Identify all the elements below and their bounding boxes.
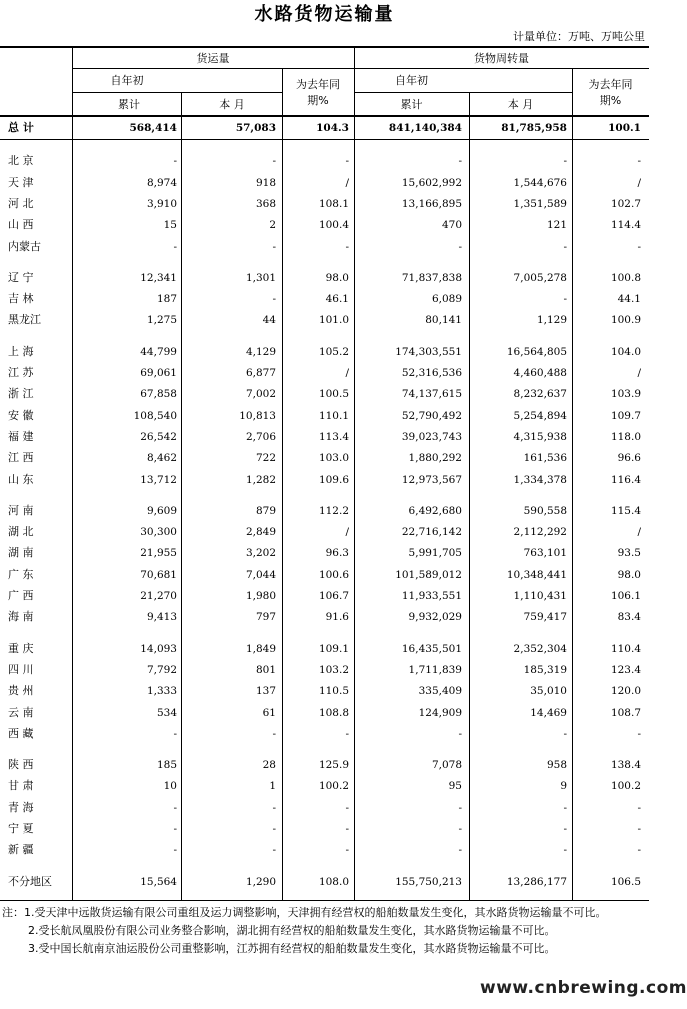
table-row	[0, 215, 649, 235]
cell-ty: 98.0	[617, 568, 641, 581]
cell-tm: -	[563, 155, 567, 168]
cell-tm: 1,334,378	[513, 473, 567, 486]
cell-fm: 1,290	[245, 875, 276, 888]
region-name: 江 苏	[8, 366, 34, 379]
cell-ty: 83.4	[617, 611, 641, 624]
cell-tm: 7,005,278	[513, 271, 567, 284]
table-row	[0, 639, 649, 659]
cell-ty: 138.4	[610, 759, 641, 772]
table-row	[0, 501, 649, 521]
cell-tc: 95	[448, 780, 462, 793]
table-row	[0, 118, 649, 138]
cell-fc: 15	[163, 219, 177, 232]
cell-fc: -	[173, 240, 177, 253]
note-1: 注：1.受天津中远散货运输有限公司重组及运力调整影响，天津拥有经营权的船舶数量发生变化，其水路货物运输量不可比。	[2, 906, 607, 919]
cell-tc: 470	[441, 219, 462, 232]
cell-fm: 6,877	[245, 367, 276, 379]
region-name: 湖 南	[8, 546, 34, 560]
region-name: 江 西	[8, 451, 34, 465]
header-yoy-freight-1: 为去年同	[296, 78, 340, 91]
region-name: 贵 州	[8, 684, 34, 698]
cell-tc: 155,750,213	[395, 875, 462, 888]
table-row	[0, 819, 649, 839]
cell-ty: -	[637, 240, 641, 253]
cell-tc: -	[458, 727, 462, 740]
cell-fc: -	[173, 801, 177, 814]
cell-fm: 28	[262, 759, 276, 772]
cell-fy: 109.6	[318, 473, 349, 486]
cell-tc: 1,880,292	[408, 452, 462, 465]
cell-fm: 2,706	[245, 430, 276, 443]
cell-fm: -	[272, 823, 276, 835]
table-row	[0, 755, 649, 775]
cell-tc: 7,078	[431, 759, 462, 772]
table-row	[0, 565, 649, 585]
cell-fc: 30,300	[140, 526, 177, 539]
cell-ty: -	[637, 801, 641, 814]
cell-fc: -	[173, 155, 177, 168]
cell-fc: 9,609	[146, 504, 177, 517]
cell-fc: -	[173, 844, 177, 857]
cell-fm: 368	[255, 197, 276, 210]
cell-ty: 96.6	[617, 452, 641, 465]
cell-fm: 57,083	[235, 122, 276, 134]
table-row	[0, 310, 649, 330]
cell-fy: 108.1	[318, 197, 349, 210]
cell-tc: -	[458, 801, 462, 814]
cell-fc: -	[173, 727, 177, 740]
cell-fc: 1,333	[146, 685, 177, 698]
cell-fy: /	[345, 176, 349, 189]
cell-fm: 44	[262, 314, 276, 327]
table-row	[0, 237, 649, 257]
cell-tc: 101,589,012	[395, 568, 462, 581]
cell-fc: 70,681	[140, 568, 177, 581]
cell-fy: 96.3	[325, 547, 349, 560]
cell-fy: 110.1	[318, 409, 349, 422]
cell-ty: 102.7	[610, 197, 641, 210]
cell-fm: -	[272, 801, 276, 814]
cell-fy: 100.6	[318, 568, 349, 581]
cell-fc: 67,858	[140, 388, 177, 401]
table-row	[0, 703, 649, 723]
cell-tc: 124,909	[418, 706, 462, 719]
cell-fy: 109.1	[318, 642, 349, 655]
cell-ty: 100.9	[610, 314, 641, 327]
cell-fy: 112.2	[318, 504, 349, 517]
region-name: 河 北	[8, 196, 34, 210]
header-yoy-turnover-1: 为去年同	[588, 78, 633, 91]
cell-tc: 5,991,705	[408, 547, 462, 560]
table-row	[0, 586, 649, 606]
cell-tm: -	[563, 844, 567, 857]
cell-ty: -	[637, 823, 641, 835]
cell-ty: 103.9	[610, 388, 641, 401]
cell-fm: -	[272, 844, 276, 857]
cell-fc: 568,414	[129, 122, 177, 134]
cell-tm: 4,460,488	[513, 367, 567, 379]
cell-fy: 98.0	[325, 271, 349, 284]
cell-fm: 7,044	[245, 568, 276, 581]
unit-label: 计量单位：万吨、万吨公里	[513, 30, 645, 43]
cell-fy: 46.1	[325, 293, 349, 306]
header-ytd-turnover: 自年初	[395, 74, 428, 87]
cell-fm: 137	[255, 685, 276, 698]
region-name: 安 徽	[8, 408, 34, 422]
cell-tc: 6,089	[431, 293, 462, 306]
cell-ty: 116.4	[610, 473, 641, 486]
cell-fm: 61	[262, 706, 276, 719]
cell-fc: 15,564	[140, 875, 177, 888]
cell-fm: 2	[269, 219, 276, 232]
cell-fy: 101.0	[318, 314, 349, 327]
cell-ty: 93.5	[617, 547, 641, 560]
cell-tm: -	[563, 727, 567, 740]
cell-ty: 115.4	[610, 504, 641, 517]
cell-fm: -	[272, 293, 276, 306]
region-name: 天 津	[8, 175, 34, 189]
region-name: 甘 肃	[8, 779, 34, 793]
cell-tm: 1,351,589	[513, 197, 567, 210]
region-name: 上 海	[8, 344, 34, 358]
cell-tc: -	[458, 240, 462, 253]
cell-tc: -	[458, 155, 462, 168]
cell-tm: 958	[546, 759, 567, 772]
cell-fm: 1,301	[245, 271, 276, 284]
header-yoy-freight-2: 期%	[307, 94, 329, 107]
header-divider-2a	[72, 92, 282, 93]
cell-fm: 2,849	[245, 526, 276, 539]
cell-fy: -	[345, 155, 349, 168]
region-name: 广 东	[8, 567, 34, 581]
cell-tc: 39,023,743	[401, 430, 462, 443]
region-name: 总 计	[8, 121, 34, 134]
region-name: 湖 北	[8, 525, 34, 539]
table-row	[0, 522, 649, 542]
cell-fc: 69,061	[140, 367, 177, 379]
cell-fy: 104.3	[316, 122, 349, 134]
table-row	[0, 470, 649, 490]
cell-fc: 21,270	[140, 590, 177, 602]
header-turnover: 货物周转量	[474, 52, 529, 65]
region-name: 西 藏	[8, 726, 34, 740]
cell-tc: 335,409	[418, 685, 462, 698]
cell-ty: 123.4	[610, 663, 641, 676]
cell-ty: 106.1	[610, 590, 641, 602]
table-row	[0, 342, 649, 362]
cell-fm: 722	[255, 452, 276, 465]
cell-fy: 103.0	[318, 452, 349, 465]
cell-tc: 12,973,567	[401, 473, 462, 486]
table-row	[0, 289, 649, 309]
cell-tm: 161,536	[523, 452, 567, 465]
table-top-border	[0, 46, 649, 48]
region-name: 云 南	[8, 705, 34, 719]
table-row	[0, 681, 649, 701]
table-row	[0, 363, 649, 383]
cell-fm: -	[272, 727, 276, 740]
region-name: 浙 江	[8, 387, 34, 401]
header-ytd-freight: 自年初	[110, 74, 144, 87]
cell-fy: 100.5	[318, 388, 349, 401]
region-name: 辽 宁	[8, 270, 34, 284]
cell-tc: 52,790,492	[401, 409, 462, 422]
cell-fy: /	[345, 367, 349, 379]
cell-tc: 15,602,992	[401, 176, 462, 189]
cell-tm: 1,129	[536, 314, 567, 327]
cell-fm: 10,813	[239, 409, 276, 422]
table-row	[0, 543, 649, 563]
region-name: 河 南	[8, 503, 34, 517]
cell-fy: 108.0	[318, 875, 349, 888]
table-bottom-border	[0, 900, 649, 901]
table-row	[0, 798, 649, 818]
cell-tc: 6,492,680	[408, 504, 462, 517]
header-yoy-turnover-2: 期%	[599, 94, 622, 107]
header-month-turnover: 本 月	[507, 98, 534, 111]
header-divider-2b	[354, 92, 572, 93]
cell-fy: 110.5	[318, 685, 349, 698]
cell-tc: 841,140,384	[388, 122, 462, 134]
cell-fc: 13,712	[140, 473, 177, 486]
table-row	[0, 660, 649, 680]
cell-fc: 534	[156, 706, 177, 719]
cell-fm: 1,849	[245, 642, 276, 655]
region-name: 北 京	[8, 154, 34, 168]
cell-fc: 14,093	[140, 642, 177, 655]
table-row	[0, 724, 649, 744]
note-3: 3.受中国长航南京油运股份公司重整影响，江苏拥有经营权的船舶数量发生变化，其水路货物运输量不可比。	[28, 942, 556, 955]
cell-fc: 44,799	[140, 345, 177, 358]
cell-ty: -	[637, 727, 641, 740]
cell-tm: 1,544,676	[513, 176, 567, 189]
cell-fc: 185	[156, 759, 177, 772]
region-name: 吉 林	[8, 292, 34, 306]
table-row	[0, 840, 649, 860]
cell-tm: -	[563, 240, 567, 253]
table-row	[0, 194, 649, 214]
cell-ty: 108.7	[610, 706, 641, 719]
cell-tc: 71,837,838	[401, 271, 462, 284]
cell-fc: 8,462	[146, 452, 177, 465]
cell-fm: 801	[255, 663, 276, 676]
cell-fm: 3,202	[245, 547, 276, 560]
cell-fm: 1,282	[245, 473, 276, 486]
cell-fy: 106.7	[318, 590, 349, 602]
cell-ty: /	[637, 526, 641, 539]
region-name: 黑龙江	[8, 313, 41, 327]
cell-tm: 81,785,958	[501, 122, 567, 134]
table-row	[0, 173, 649, 193]
cell-tm: 1,110,431	[513, 590, 567, 602]
cell-ty: 44.1	[617, 293, 641, 306]
cell-tm: 13,286,177	[506, 875, 567, 888]
cell-fy: -	[345, 844, 349, 857]
cell-tm: 9	[560, 780, 567, 793]
cell-tm: 14,469	[530, 706, 567, 719]
table-row	[0, 406, 649, 426]
cell-fy: 105.2	[318, 345, 349, 358]
cell-fy: 103.2	[318, 663, 349, 676]
cell-fc: 7,792	[146, 663, 177, 676]
cell-fy: 100.4	[318, 219, 349, 232]
cell-tm: 10,348,441	[506, 568, 567, 581]
table-row	[0, 872, 649, 892]
cell-fc: 8,974	[146, 176, 177, 189]
cell-tm: 759,417	[523, 611, 567, 624]
cell-tc: -	[458, 823, 462, 835]
cell-fy: 100.2	[318, 780, 349, 793]
cell-tc: 174,303,551	[395, 345, 462, 358]
cell-tm: 121	[546, 219, 567, 232]
cell-tm: 2,352,304	[513, 642, 567, 655]
table-row	[0, 268, 649, 288]
cell-fm: 918	[255, 176, 276, 189]
cell-tm: 16,564,805	[506, 345, 567, 358]
cell-tc: 11,933,551	[401, 590, 462, 602]
cell-tc: 74,137,615	[401, 388, 462, 401]
cell-tc: 52,316,536	[401, 367, 462, 379]
cell-ty: 109.7	[610, 409, 641, 422]
cell-fc: 187	[156, 293, 177, 306]
table-row	[0, 776, 649, 796]
cell-fm: -	[272, 155, 276, 168]
region-name: 宁 夏	[8, 822, 34, 835]
footnotes	[2, 904, 642, 958]
cell-fm: 7,002	[245, 388, 276, 401]
cell-fm: -	[272, 240, 276, 253]
cell-fc: 21,955	[140, 547, 177, 560]
watermark-text: www.cnbrewing.com	[480, 978, 687, 998]
cell-ty: 100.2	[610, 780, 641, 793]
cell-tm: 35,010	[530, 685, 567, 698]
header-divider-1	[72, 68, 649, 69]
cell-tc: 1,711,839	[408, 663, 462, 676]
cell-fm: 1	[269, 780, 276, 793]
cell-ty: 120.0	[610, 685, 641, 698]
cell-fc: 108,540	[133, 409, 177, 422]
cell-tc: 13,166,895	[401, 197, 462, 210]
cell-tm: -	[563, 293, 567, 306]
header-freight: 货运量	[196, 52, 230, 65]
cell-tc: -	[458, 844, 462, 857]
cell-ty: 118.0	[610, 430, 641, 443]
cell-fy: 108.8	[318, 706, 349, 719]
region-name: 山 西	[8, 218, 34, 232]
note-2: 2.受长航凤凰股份有限公司业务整合影响，湖北拥有经营权的船舶数量发生变化，其水路货物运输量不可比。	[28, 924, 556, 937]
cell-ty: 110.4	[610, 642, 641, 655]
cell-ty: /	[637, 176, 641, 189]
cell-tm: 4,315,938	[513, 430, 567, 443]
cell-ty: 106.5	[610, 875, 641, 888]
header-cum-turnover: 累计	[400, 98, 423, 111]
cell-fm: 4,129	[245, 345, 276, 358]
cell-tm: -	[563, 801, 567, 814]
region-name: 重 庆	[8, 641, 34, 655]
cell-fy: -	[345, 240, 349, 253]
table-row	[0, 607, 649, 627]
total-row-border	[0, 139, 649, 140]
cell-fc: 3,910	[146, 197, 177, 210]
cell-tm: 8,232,637	[513, 388, 567, 401]
cell-tc: 9,932,029	[408, 611, 462, 624]
cell-tc: 80,141	[425, 314, 462, 327]
cell-tc: 22,716,142	[401, 526, 462, 539]
region-name: 广 西	[8, 589, 34, 602]
region-name: 山 东	[8, 472, 34, 486]
cell-fy: /	[345, 526, 349, 539]
cell-tm: 5,254,894	[513, 409, 567, 422]
region-name: 海 南	[8, 610, 34, 624]
cell-fy: -	[345, 801, 349, 814]
cell-fc: 26,542	[140, 430, 177, 443]
region-name: 陕 西	[8, 758, 34, 772]
cell-tm: -	[563, 823, 567, 835]
cell-fm: 797	[255, 611, 276, 624]
cell-fy: 125.9	[318, 759, 349, 772]
cell-tm: 2,112,292	[513, 526, 567, 539]
region-name: 不分地区	[8, 874, 52, 888]
cell-fc: -	[173, 823, 177, 835]
cell-tm: 590,558	[523, 504, 567, 517]
page-title: 水路货物运输量	[254, 4, 395, 25]
cell-ty: /	[637, 367, 641, 379]
cell-tm: 185,319	[523, 663, 567, 676]
cell-fm: 1,980	[245, 590, 276, 602]
cell-ty: 104.0	[610, 345, 641, 358]
cell-tm: 763,101	[523, 547, 567, 560]
cell-tc: 16,435,501	[401, 642, 462, 655]
header-month-freight: 本 月	[219, 98, 245, 111]
cell-fy: 91.6	[325, 611, 349, 624]
cell-fy: -	[345, 823, 349, 835]
cell-fc: 1,275	[146, 314, 177, 327]
region-name: 四 川	[8, 662, 34, 676]
region-name: 新 疆	[8, 843, 34, 857]
table-row	[0, 448, 649, 468]
header-cum-freight: 累计	[118, 98, 140, 111]
table-row	[0, 151, 649, 171]
region-name: 福 建	[8, 429, 34, 443]
cell-ty: -	[637, 155, 641, 168]
header-bottom-border	[0, 115, 649, 117]
cell-fc: 12,341	[140, 271, 177, 284]
table-row	[0, 384, 649, 404]
cell-ty: 100.1	[608, 122, 641, 134]
cell-ty: -	[637, 844, 641, 857]
cell-fc: 10	[163, 780, 177, 793]
table-row	[0, 427, 649, 447]
cell-ty: 100.8	[610, 271, 641, 284]
cell-fy: 113.4	[318, 430, 349, 443]
cell-ty: 114.4	[610, 219, 641, 232]
region-name: 青 海	[8, 800, 34, 814]
cell-fc: 9,413	[146, 611, 177, 624]
cell-fy: -	[345, 727, 349, 740]
cell-fm: 879	[255, 504, 276, 517]
region-name: 内蒙古	[8, 239, 41, 253]
